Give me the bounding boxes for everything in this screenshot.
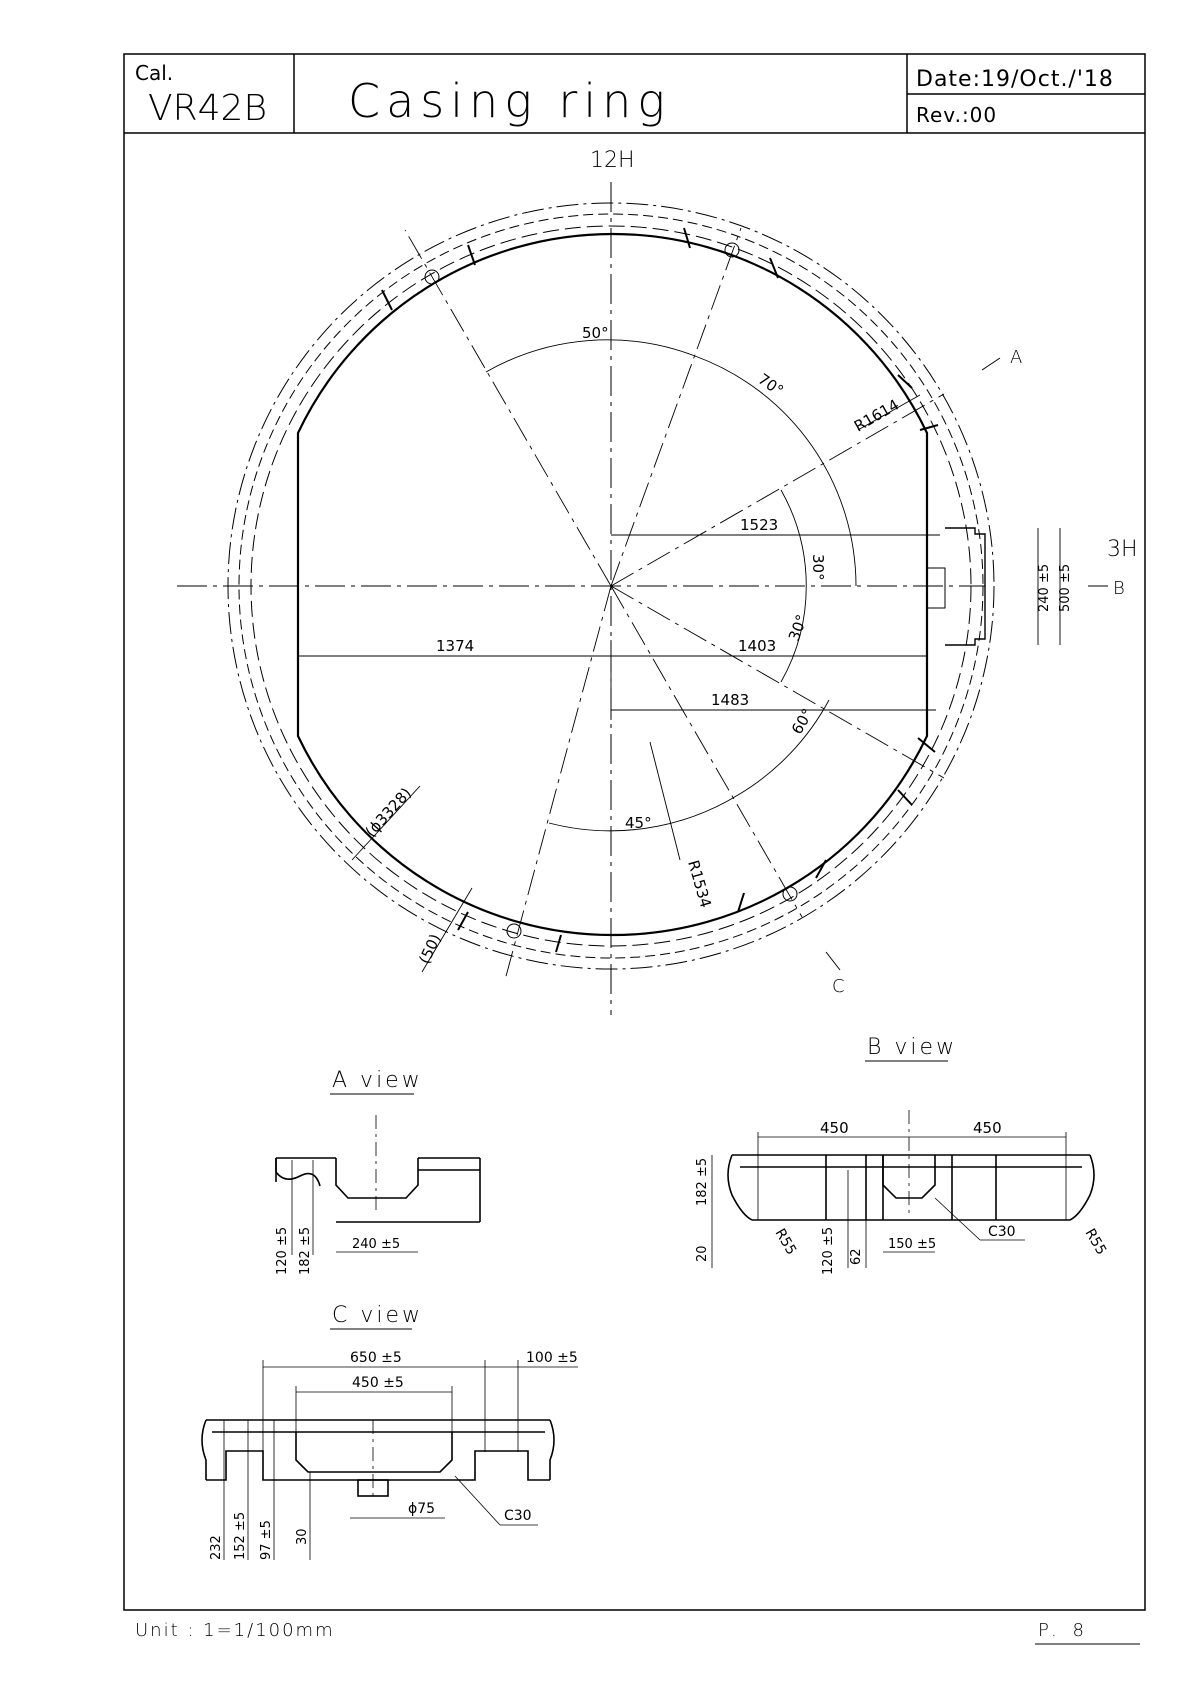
sheet-frame: [124, 54, 1145, 1610]
dim-r1534: R1534: [684, 858, 715, 910]
b-dim-150: 150 ±5: [888, 1237, 937, 1252]
b-dim-120: 120 ±5: [821, 1226, 836, 1275]
c-dim-c30: C30: [504, 1508, 532, 1524]
b-view-title: B view: [867, 1035, 958, 1060]
angle-30b: 30°: [785, 612, 812, 644]
angle-45: 45°: [625, 814, 652, 832]
label-3h: 3H: [1107, 537, 1138, 562]
dim-240-main: 240 ±5: [1037, 563, 1052, 612]
label-12h: 12H: [590, 148, 635, 173]
marker-a: A: [1010, 347, 1023, 368]
c-dim-450: 450 ±5: [352, 1375, 404, 1391]
b-dim-182: 182 ±5: [695, 1157, 710, 1206]
a-dim-240: 240 ±5: [352, 1237, 401, 1252]
b-dim-62: 62: [849, 1248, 864, 1265]
angle-50: 50°: [582, 324, 609, 342]
dim-dia3328: (ϕ3328): [361, 784, 415, 841]
c-dim-232: 232: [209, 1535, 224, 1560]
angle-60: 60°: [787, 705, 817, 738]
c-dim-100: 100 ±5: [526, 1350, 578, 1366]
date-label: Date:19/Oct./'18: [916, 67, 1114, 92]
model-number: VR42B: [148, 88, 268, 129]
dim-1483: 1483: [711, 691, 750, 709]
marker-b: B: [1113, 578, 1125, 599]
c-dim-30: 30: [295, 1528, 310, 1545]
b-dim-450a: 450: [820, 1119, 849, 1137]
a-dim-120: 120 ±5: [275, 1226, 290, 1275]
a-dim-182: 182 ±5: [298, 1226, 313, 1275]
rev-label: Rev.:00: [916, 103, 998, 127]
b-dim-r55a: R55: [771, 1226, 800, 1258]
dim-1374: 1374: [436, 637, 475, 655]
c-view-title: C view: [332, 1303, 424, 1328]
b-dim-c30: C30: [988, 1224, 1016, 1240]
angle-70: 70°: [754, 369, 787, 400]
drawing-title: Casing ring: [348, 74, 671, 128]
a-view-title: A view: [332, 1068, 423, 1093]
unit-note: Unit : 1=1/100mm: [135, 1620, 335, 1641]
angle-30a: 30°: [809, 554, 827, 581]
page-number: P. 8: [1038, 1620, 1089, 1641]
dim-500-main: 500 ±5: [1058, 563, 1073, 612]
c-dim-152: 152 ±5: [233, 1511, 248, 1560]
casing-ring-plan: [177, 182, 1108, 1015]
c-dim-650: 650 ±5: [350, 1350, 402, 1366]
c-dim-phi75: ϕ75: [408, 1501, 436, 1517]
c-dim-97: 97 ±5: [259, 1520, 274, 1560]
dim-1403: 1403: [738, 637, 777, 655]
cal-label: Cal.: [135, 61, 174, 85]
dim-1523: 1523: [740, 516, 779, 534]
b-dim-r55b: R55: [1081, 1226, 1110, 1258]
b-dim-450b: 450: [973, 1119, 1002, 1137]
dim-p50: (50): [415, 931, 445, 967]
dim-r1614: R1614: [851, 395, 903, 436]
marker-c: C: [832, 976, 845, 997]
b-dim-20: 20: [695, 1245, 710, 1262]
